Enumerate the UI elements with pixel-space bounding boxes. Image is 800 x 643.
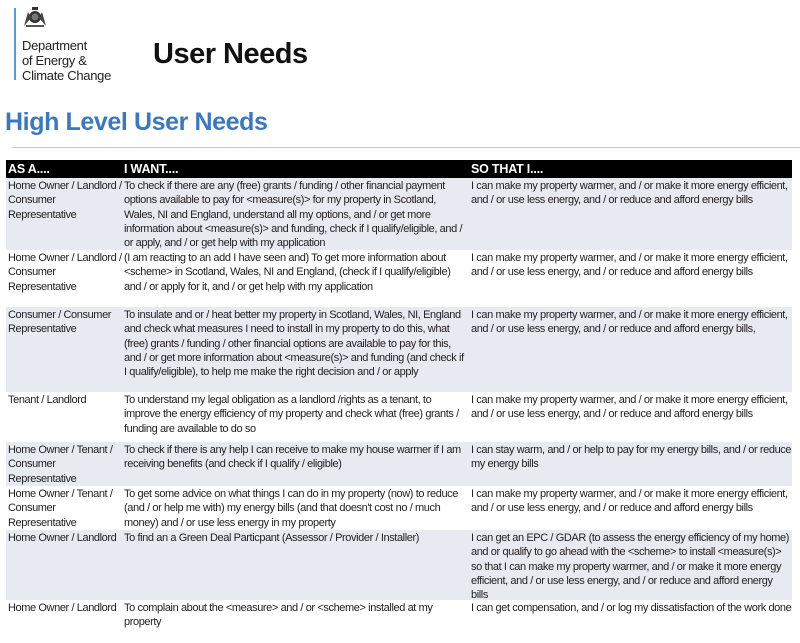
cell-i-want: To check if there are any (free) grants / funding / other financial payment options available to pay for <measure(s)> for my property in Scotland, Wales, NI and England, understand all my options, and / or get more information about <measure(s)> and funding, check if I qualify/eligible, and / or apply, and / or get help with my application: [124, 180, 463, 250]
page-title: User Needs: [153, 38, 308, 70]
header-i-want: I WANT....: [124, 162, 179, 176]
cell-i-want: To complain about the <measure> and / or <scheme> installed at my property: [124, 602, 433, 629]
table-row: [6, 486, 792, 530]
cell-i-want: To insulate and or / heat better my property in Scotland, Wales, NI, England and check what measures I need to install in my property to do this, what (free) grants / funding / other financial options are available to pay for this, and / or get more information about <measure(s)> and funding (and check if I qualify/eligible), to help me make the right decision and / or apply: [124, 309, 464, 379]
user-needs-table: [6, 160, 792, 632]
table-row: [6, 307, 792, 392]
cell-as-a: Home Owner / Landlord / Consumer Representative: [8, 252, 122, 293]
cell-so-that: I can make my property warmer, and / or make it more energy efficient, and / or use less energy, and / or reduce and afford energy bills: [471, 252, 788, 279]
table-row: [6, 442, 792, 486]
cell-as-a: Home Owner / Tenant / Consumer Representative: [8, 488, 113, 529]
org-name-line: of Energy &: [22, 53, 87, 68]
cell-as-a: Tenant / Landlord: [8, 394, 87, 406]
cell-i-want: To find an a Green Deal Particpant (Assessor / Provider / Installer): [124, 532, 419, 544]
table-row: [6, 250, 792, 307]
cell-i-want: To understand my legal obligation as a landlord /rights as a tenant, to improve the energy efficiency of my property and check what (free) grants / funding are available to do so: [124, 394, 459, 435]
section-title: High Level User Needs: [5, 108, 268, 136]
org-name-line: Department: [22, 38, 87, 53]
header-so-that: SO THAT I....: [471, 162, 544, 176]
table-row: [6, 600, 792, 632]
cell-as-a: Home Owner / Landlord / Consumer Representative: [8, 180, 122, 221]
cell-so-that: I can make my property warmer, and / or make it more energy efficient, and / or use less energy, and / or reduce and afford energy bills: [471, 488, 788, 515]
table-row: [6, 392, 792, 442]
cell-so-that: I can get an EPC / GDAR (to assess the energy efficiency of my home) and or qualify to go ahead with the <scheme> to install <measure(s)> so that I can make my property warmer, and / or make it more energy efficient, and / or use less energy, and / or reduce and afford energy bills: [471, 532, 790, 602]
cell-so-that: I can make my property warmer, and / or make it more energy efficient, and / or use less energy, and / or reduce and afford energy bills: [471, 180, 788, 207]
cell-i-want: (I am reacting to an add I have seen and) To get more information about <scheme> in Scotland, Wales, NI and England, (check if I qualify/eligible) and / or apply for it, and / or get help with my application: [124, 252, 451, 293]
cell-so-that: I can stay warm, and / or help to pay for my energy bills, and / or reduce my energy bills: [471, 444, 792, 471]
divider: [12, 147, 800, 148]
table-row: [6, 530, 792, 600]
royal-crest-icon: [22, 6, 48, 28]
department-name: [22, 38, 111, 83]
cell-i-want: To check if there is any help I can receive to make my house warmer if I am receiving benefits (and check if I qualify / eligible): [124, 444, 461, 471]
cell-as-a: Home Owner / Landlord: [8, 532, 117, 544]
logo-bar: [14, 8, 16, 80]
table-row: [6, 178, 792, 250]
decc-logo: [13, 6, 143, 82]
cell-i-want: To get some advice on what things I can do in my property (now) to reduce (and / or help me with) my energy bills (and that doesn't cost no / much money) and / or use less energy in my property: [124, 488, 458, 529]
cell-as-a: Home Owner / Tenant / Consumer Representative: [8, 444, 113, 485]
cell-as-a: Consumer / Consumer Representative: [8, 309, 112, 336]
table-header: [6, 160, 792, 178]
cell-so-that: I can get compensation, and / or log my dissatisfaction of the work done: [471, 602, 792, 614]
org-name-line: Climate Change: [22, 68, 112, 83]
cell-so-that: I can make my property warmer, and / or make it more energy efficient, and / or use less energy, and / or reduce and afford energy bills,: [471, 309, 788, 336]
cell-as-a: Home Owner / Landlord: [8, 602, 117, 614]
cell-so-that: I can make my property warmer, and / or make it more energy efficient, and / or use less energy, and / or reduce and afford energy bills: [471, 394, 788, 421]
header-as-a: AS A....: [8, 162, 50, 176]
